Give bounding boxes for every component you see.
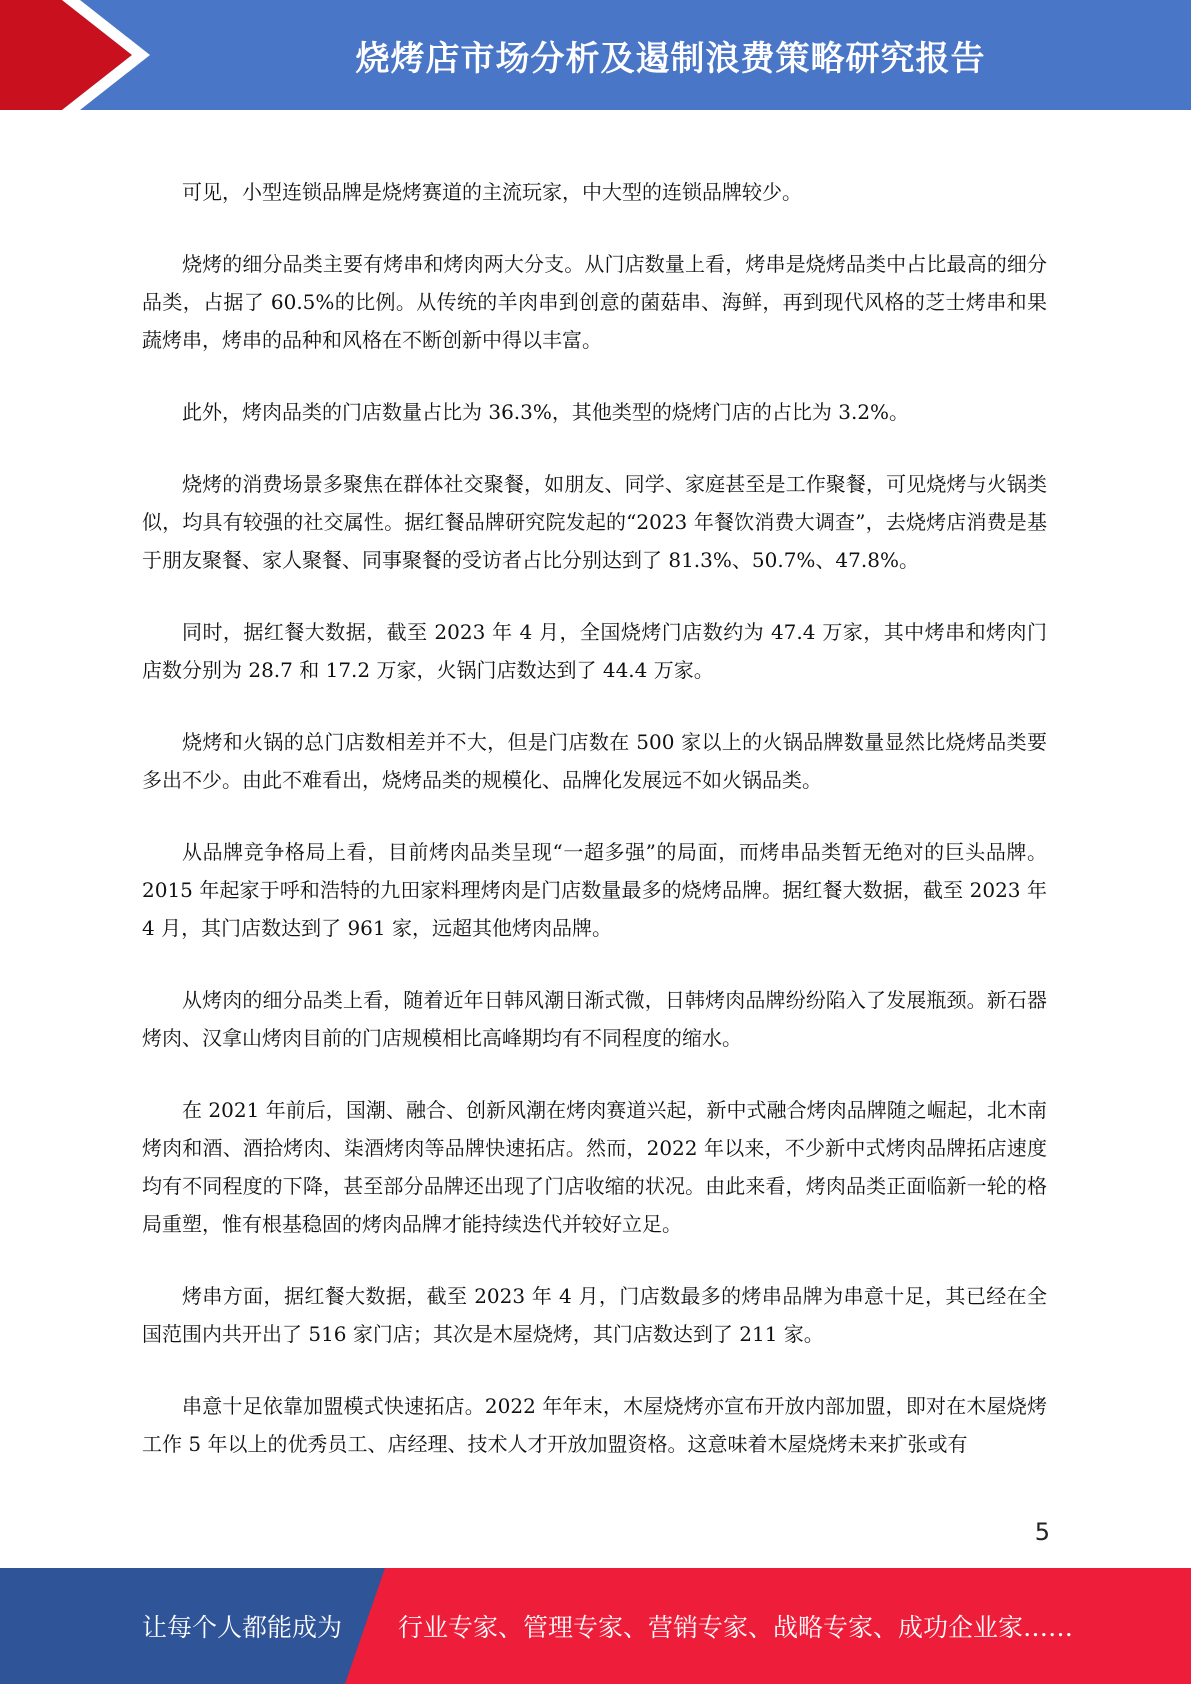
paragraph: 串意十足依靠加盟模式快速拓店。2022 年年末，木屋烧烤亦宣布开放内部加盟，即对在木屋烧烤工作 5 年以上的优秀员工、店经理、技术人才开放加盟资格。这意味着木屋烧烤未来扩张或有 bbox=[142, 1394, 1047, 1456]
paragraph: 从烤肉的细分品类上看，随着近年日韩风潮日渐式微，日韩烤肉品牌纷纷陷入了发展瓶颈。新石器烤肉、汉拿山烤肉目前的门店规模相比高峰期均有不同程度的缩水。 bbox=[142, 988, 1047, 1050]
footer-slogan-right: 行业专家、管理专家、营销专家、战略专家、成功企业家…… bbox=[398, 1613, 1074, 1642]
paragraph: 烧烤的细分品类主要有烤串和烤肉两大分支。从门店数量上看，烤串是烧烤品类中占比最高的细分品类，占据了 60.5%的比例。从传统的羊肉串到创意的菌菇串、海鲜，再到现代风格的芝士烤串和果蔬烤串，烤串的品种和风格在不断创新中得以丰富。 bbox=[142, 252, 1047, 352]
paragraph: 从品牌竞争格局上看，目前烤肉品类呈现“一超多强”的局面，而烤串品类暂无绝对的巨头品牌。2015 年起家于呼和浩特的九田家料理烤肉是门店数量最多的烧烤品牌。据红餐大数据，截至 2023 年 4 月，其门店数达到了 961 家，远超其他烤肉品牌。 bbox=[142, 840, 1047, 940]
page-number: 5 bbox=[1034, 1518, 1050, 1546]
paragraph: 可见，小型连锁品牌是烧烤赛道的主流玩家，中大型的连锁品牌较少。 bbox=[182, 180, 802, 204]
paragraph: 烤串方面，据红餐大数据，截至 2023 年 4 月，门店数最多的烤串品牌为串意十足，其已经在全国范围内共开出了 516 家门店；其次是木屋烧烤，其门店数达到了 211 家。 bbox=[142, 1284, 1047, 1346]
page-footer bbox=[0, 1568, 1191, 1684]
paragraph: 同时，据红餐大数据，截至 2023 年 4 月，全国烧烤门店数约为 47.4 万家，其中烤串和烤肉门店数分别为 28.7 和 17.2 万家，火锅门店数达到了 44.4 万家。 bbox=[142, 620, 1047, 682]
paragraph: 烧烤和火锅的总门店数相差并不大，但是门店数在 500 家以上的火锅品牌数量显然比烧烤品类要多出不少。由此不难看出，烧烤品类的规模化、品牌化发展远不如火锅品类。 bbox=[142, 730, 1047, 792]
header-chevron-decoration bbox=[0, 0, 160, 110]
paragraph: 烧烤的消费场景多聚焦在群体社交聚餐，如朋友、同学、家庭甚至是工作聚餐，可见烧烤与火锅类似，均具有较强的社交属性。据红餐品牌研究院发起的“2023 年餐饮消费大调查”，去烧烤店消费是基于朋友聚餐、家人聚餐、同事聚餐的受访者占比分别达到了 81.3%、50.7%、47.8%。 bbox=[142, 472, 1047, 572]
paragraph: 此外，烤肉品类的门店数量占比为 36.3%，其他类型的烧烤门店的占比为 3.2%。 bbox=[182, 400, 910, 424]
paragraph: 在 2021 年前后，国潮、融合、创新风潮在烤肉赛道兴起，新中式融合烤肉品牌随之崛起，北木南烤肉和酒、酒拾烤肉、柒酒烤肉等品牌快速拓店。然而，2022 年以来，不少新中式烤肉品牌拓店速度均有不同程度的下降，甚至部分品牌还出现了门店收缩的状况。由此来看，烤肉品类正面临新一轮的格局重塑，惟有根基稳固的烤肉品牌才能持续迭代并较好立足。 bbox=[142, 1098, 1047, 1236]
footer-slogan-left: 让每个人都能成为 bbox=[142, 1613, 343, 1642]
document-title: 烧烤店市场分析及遏制浪费策略研究报告 bbox=[355, 38, 986, 79]
page-header bbox=[0, 0, 1191, 110]
report-body bbox=[142, 173, 1047, 1497]
